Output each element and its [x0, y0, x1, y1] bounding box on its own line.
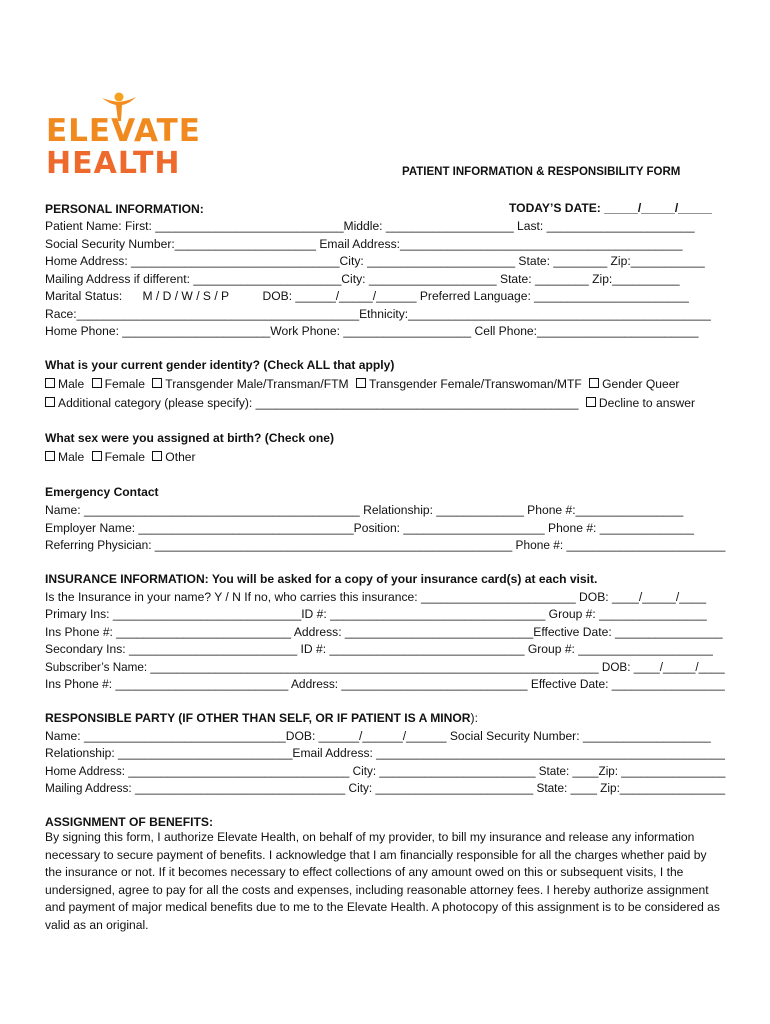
gender-identity-options-row2	[45, 396, 699, 410]
responsible-name-line[interactable]: Name: ______________________________DOB: ______/______/______ Social Security Number: ___________________	[45, 728, 711, 743]
checkbox-icon	[45, 378, 55, 388]
gender-option-decline[interactable]: Decline to answer	[586, 396, 695, 410]
sex-option-female[interactable]: Female	[92, 450, 145, 464]
gender-identity-options-row1	[45, 377, 683, 391]
sex-at-birth-options	[45, 450, 200, 464]
insurance-holder-line[interactable]: Is the Insurance in your name? Y / N If no, who carries this insurance: _______________________ DOB: ____/_____/____	[45, 589, 707, 604]
gender-identity-question: What is your current gender identity? (Check ALL that apply)	[45, 358, 395, 372]
mailing-address-line[interactable]: Mailing Address if different: ______________________City: ___________________ State: ________ Zip:__________	[45, 271, 680, 286]
checkbox-icon	[92, 451, 102, 461]
sex-option-other[interactable]: Other	[152, 450, 195, 464]
personal-info-heading: PERSONAL INFORMATION:	[45, 202, 204, 216]
secondary-phone-line[interactable]: Ins Phone #: __________________________ Address: ____________________________ Effective Date: _________________	[45, 677, 725, 691]
form-title: PATIENT INFORMATION & RESPONSIBILITY FORM	[402, 166, 681, 178]
checkbox-icon	[92, 378, 102, 388]
gender-option-additional-category[interactable]: Additional category (please specify): ________________________________________________	[45, 396, 578, 410]
marital-dob-language-line[interactable]: Marital Status: M / D / W / S / P DOB: ______/_____/______ Preferred Language: _______________________	[45, 289, 689, 303]
sex-at-birth-question: What sex were you assigned at birth? (Check one)	[45, 431, 334, 445]
gender-option-gender-queer[interactable]: Gender Queer	[589, 377, 679, 391]
checkbox-icon	[152, 451, 162, 461]
home-address-line[interactable]: Home Address: _______________________________City: ______________________ State: ________ Zip:___________	[45, 254, 705, 268]
insurance-heading: INSURANCE INFORMATION: You will be asked for a copy of your insurance card(s) at each visit.	[45, 572, 598, 586]
gender-option-transgender-male[interactable]: Transgender Male/Transman/FTM	[152, 377, 348, 391]
responsible-relationship-line[interactable]: Relationship: __________________________Email Address: ____________________________________________________	[45, 746, 725, 760]
gender-option-male[interactable]: Male	[45, 377, 84, 391]
race-ethnicity-line[interactable]: Race:__________________________________________Ethnicity:_____________________________________________	[45, 306, 711, 321]
ssn-email-line[interactable]: Social Security Number:_____________________ Email Address:__________________________________________	[45, 236, 683, 251]
todays-date-field[interactable]: TODAY’S DATE: _____/_____/_____	[509, 201, 712, 215]
sex-option-male[interactable]: Male	[45, 450, 84, 464]
emergency-contact-heading: Emergency Contact	[45, 485, 159, 499]
logo-word-health: HEALTH	[46, 146, 181, 181]
patient-name-line[interactable]: Patient Name: First: ____________________________Middle: ___________________ Last: ______________________	[45, 219, 695, 233]
elevate-health-logo	[46, 92, 201, 181]
insurance-phone-line[interactable]: Ins Phone #: __________________________ Address: ____________________________Effective Date: ________________	[45, 624, 723, 639]
subscriber-name-line[interactable]: Subscriber’s Name: _____________________________________________________________________ DOB: ____/_____/____	[45, 659, 725, 674]
gender-option-transgender-female[interactable]: Transgender Female/Transwoman/MTF	[356, 377, 582, 391]
checkbox-icon	[586, 397, 596, 407]
responsible-mailing-address-line[interactable]: Mailing Address: ________________________________ City: ________________________ State: ____ Zip:________________	[45, 781, 726, 795]
emergency-name-line[interactable]: Name: _________________________________________ Relationship: _____________ Phone #:________________	[45, 503, 684, 517]
checkbox-icon	[45, 451, 55, 461]
assignment-paragraph: By signing this form, I authorize Elevate Health, on behalf of my provider, to bill my insurance and release any information necessary to secure payment of benefits. I acknowledge that I am financially responsible for all the charges whether paid by the insurance or not. If it becomes necessary to effect collections of any amount owed on this or subsequent visits, I the undersigned, agree to pay for all the costs and expenses, including reasonable attorney fees. I hereby authorize assignment and payment of major medical benefits due to me to the Elevate Health. A photocopy of this assignment is to be considered as valid as an original.	[45, 830, 720, 932]
logo-word-elevate: ELEVATE	[46, 113, 201, 149]
responsible-party-heading: RESPONSIBLE PARTY (IF OTHER THAN SELF, OR IF PATIENT IS A MINOR):	[45, 711, 478, 725]
checkbox-icon	[589, 378, 599, 388]
secondary-insurance-line[interactable]: Secondary Ins: _________________________ ID #: _____________________________ Group #: ____________________	[45, 642, 713, 656]
checkbox-icon	[152, 378, 162, 388]
phones-line[interactable]: Home Phone: ______________________Work Phone: ___________________ Cell Phone:________________________	[45, 324, 699, 338]
gender-option-female[interactable]: Female	[92, 377, 145, 391]
responsible-home-address-line[interactable]: Home Address: __________________________________ City: ________________________ State: ____Zip: ________________	[45, 763, 726, 778]
employer-line[interactable]: Employer Name: ________________________________Position: _____________________ Phone #: ______________	[45, 520, 694, 535]
referring-physician-line[interactable]: Referring Physician: ______________________________________________________ Phone #: ________________________	[45, 538, 726, 552]
assignment-heading: ASSIGNMENT OF BENEFITS:	[45, 815, 213, 829]
checkbox-icon	[356, 378, 366, 388]
checkbox-icon	[45, 397, 55, 407]
primary-insurance-line[interactable]: Primary Ins: ____________________________ID #: ________________________________ Group #: ________________	[45, 607, 707, 621]
